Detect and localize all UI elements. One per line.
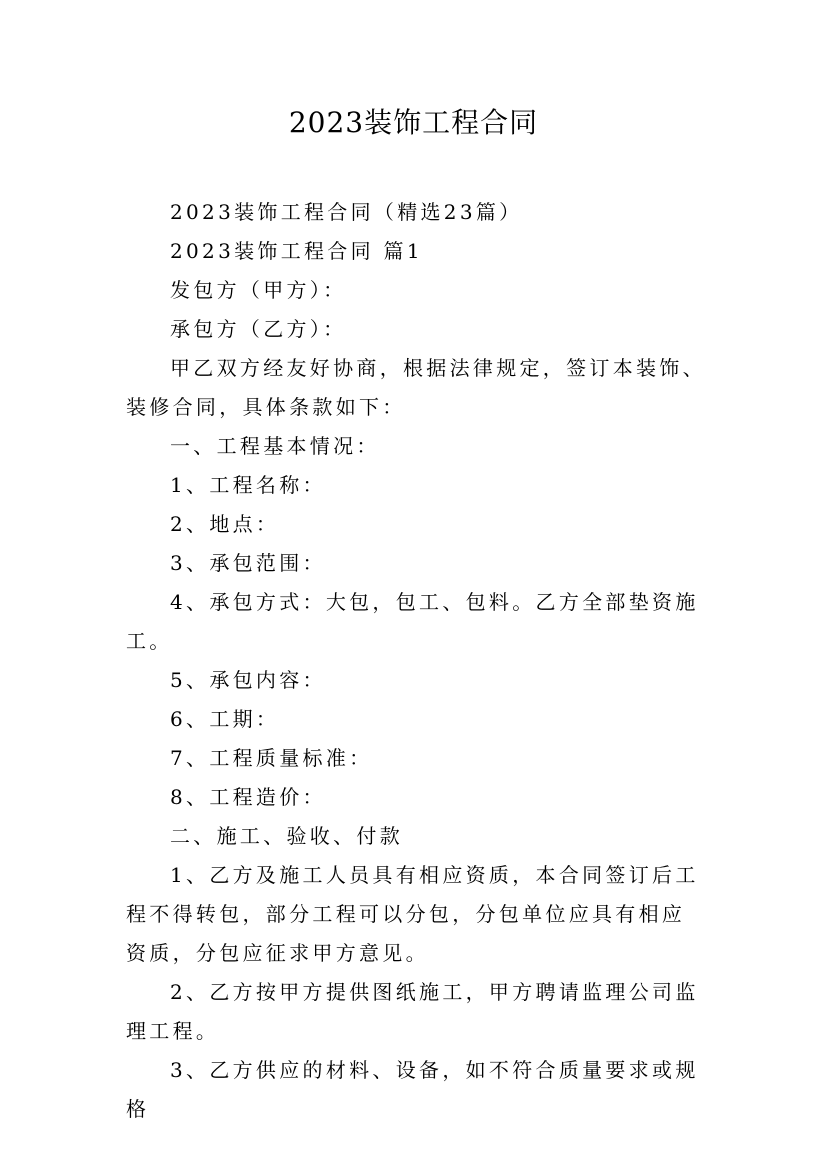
document-title: 2023装饰工程合同 bbox=[288, 106, 539, 139]
paragraph: 3、乙方供应的材料、设备，如不符合质量要求或规格 bbox=[126, 1058, 699, 1121]
paragraph: 一、工程基本情况： bbox=[170, 434, 380, 458]
paragraph: 2023装饰工程合同 篇1 bbox=[170, 239, 423, 263]
paragraph: 2、乙方按甲方提供图纸施工，甲方聘请监理公司监理工程。 bbox=[126, 980, 699, 1043]
paragraph: 承包方（乙方）： bbox=[170, 317, 347, 341]
paragraph: 2、地点： bbox=[170, 512, 280, 536]
paragraph: 甲乙双方经友好协商，根据法律规定，签订本装饰、装修合同，具体条款如下： bbox=[126, 356, 706, 419]
paragraph: 4、承包方式：大包，包工、包料。乙方全部垫资施工。 bbox=[126, 590, 699, 653]
paragraph: 5、承包内容： bbox=[170, 668, 326, 692]
paragraph: 二、施工、验收、付款 bbox=[170, 824, 403, 848]
paragraph: 1、工程名称： bbox=[170, 473, 326, 497]
paragraph: 3、承包范围： bbox=[170, 551, 326, 575]
paragraph: 7、工程质量标准： bbox=[170, 746, 373, 770]
document-body bbox=[126, 193, 706, 1129]
paragraph: 1、乙方及施工人员具有相应资质，本合同签订后工程不得转包，部分工程可以分包，分包单位应具有相应资质，分包应征求甲方意见。 bbox=[126, 863, 699, 965]
paragraph: 6、工期： bbox=[170, 707, 280, 731]
paragraph: 发包方（甲方）： bbox=[170, 278, 347, 302]
paragraph: 2023装饰工程合同（精选23篇） bbox=[170, 200, 523, 224]
paragraph: 8、工程造价： bbox=[170, 785, 326, 809]
